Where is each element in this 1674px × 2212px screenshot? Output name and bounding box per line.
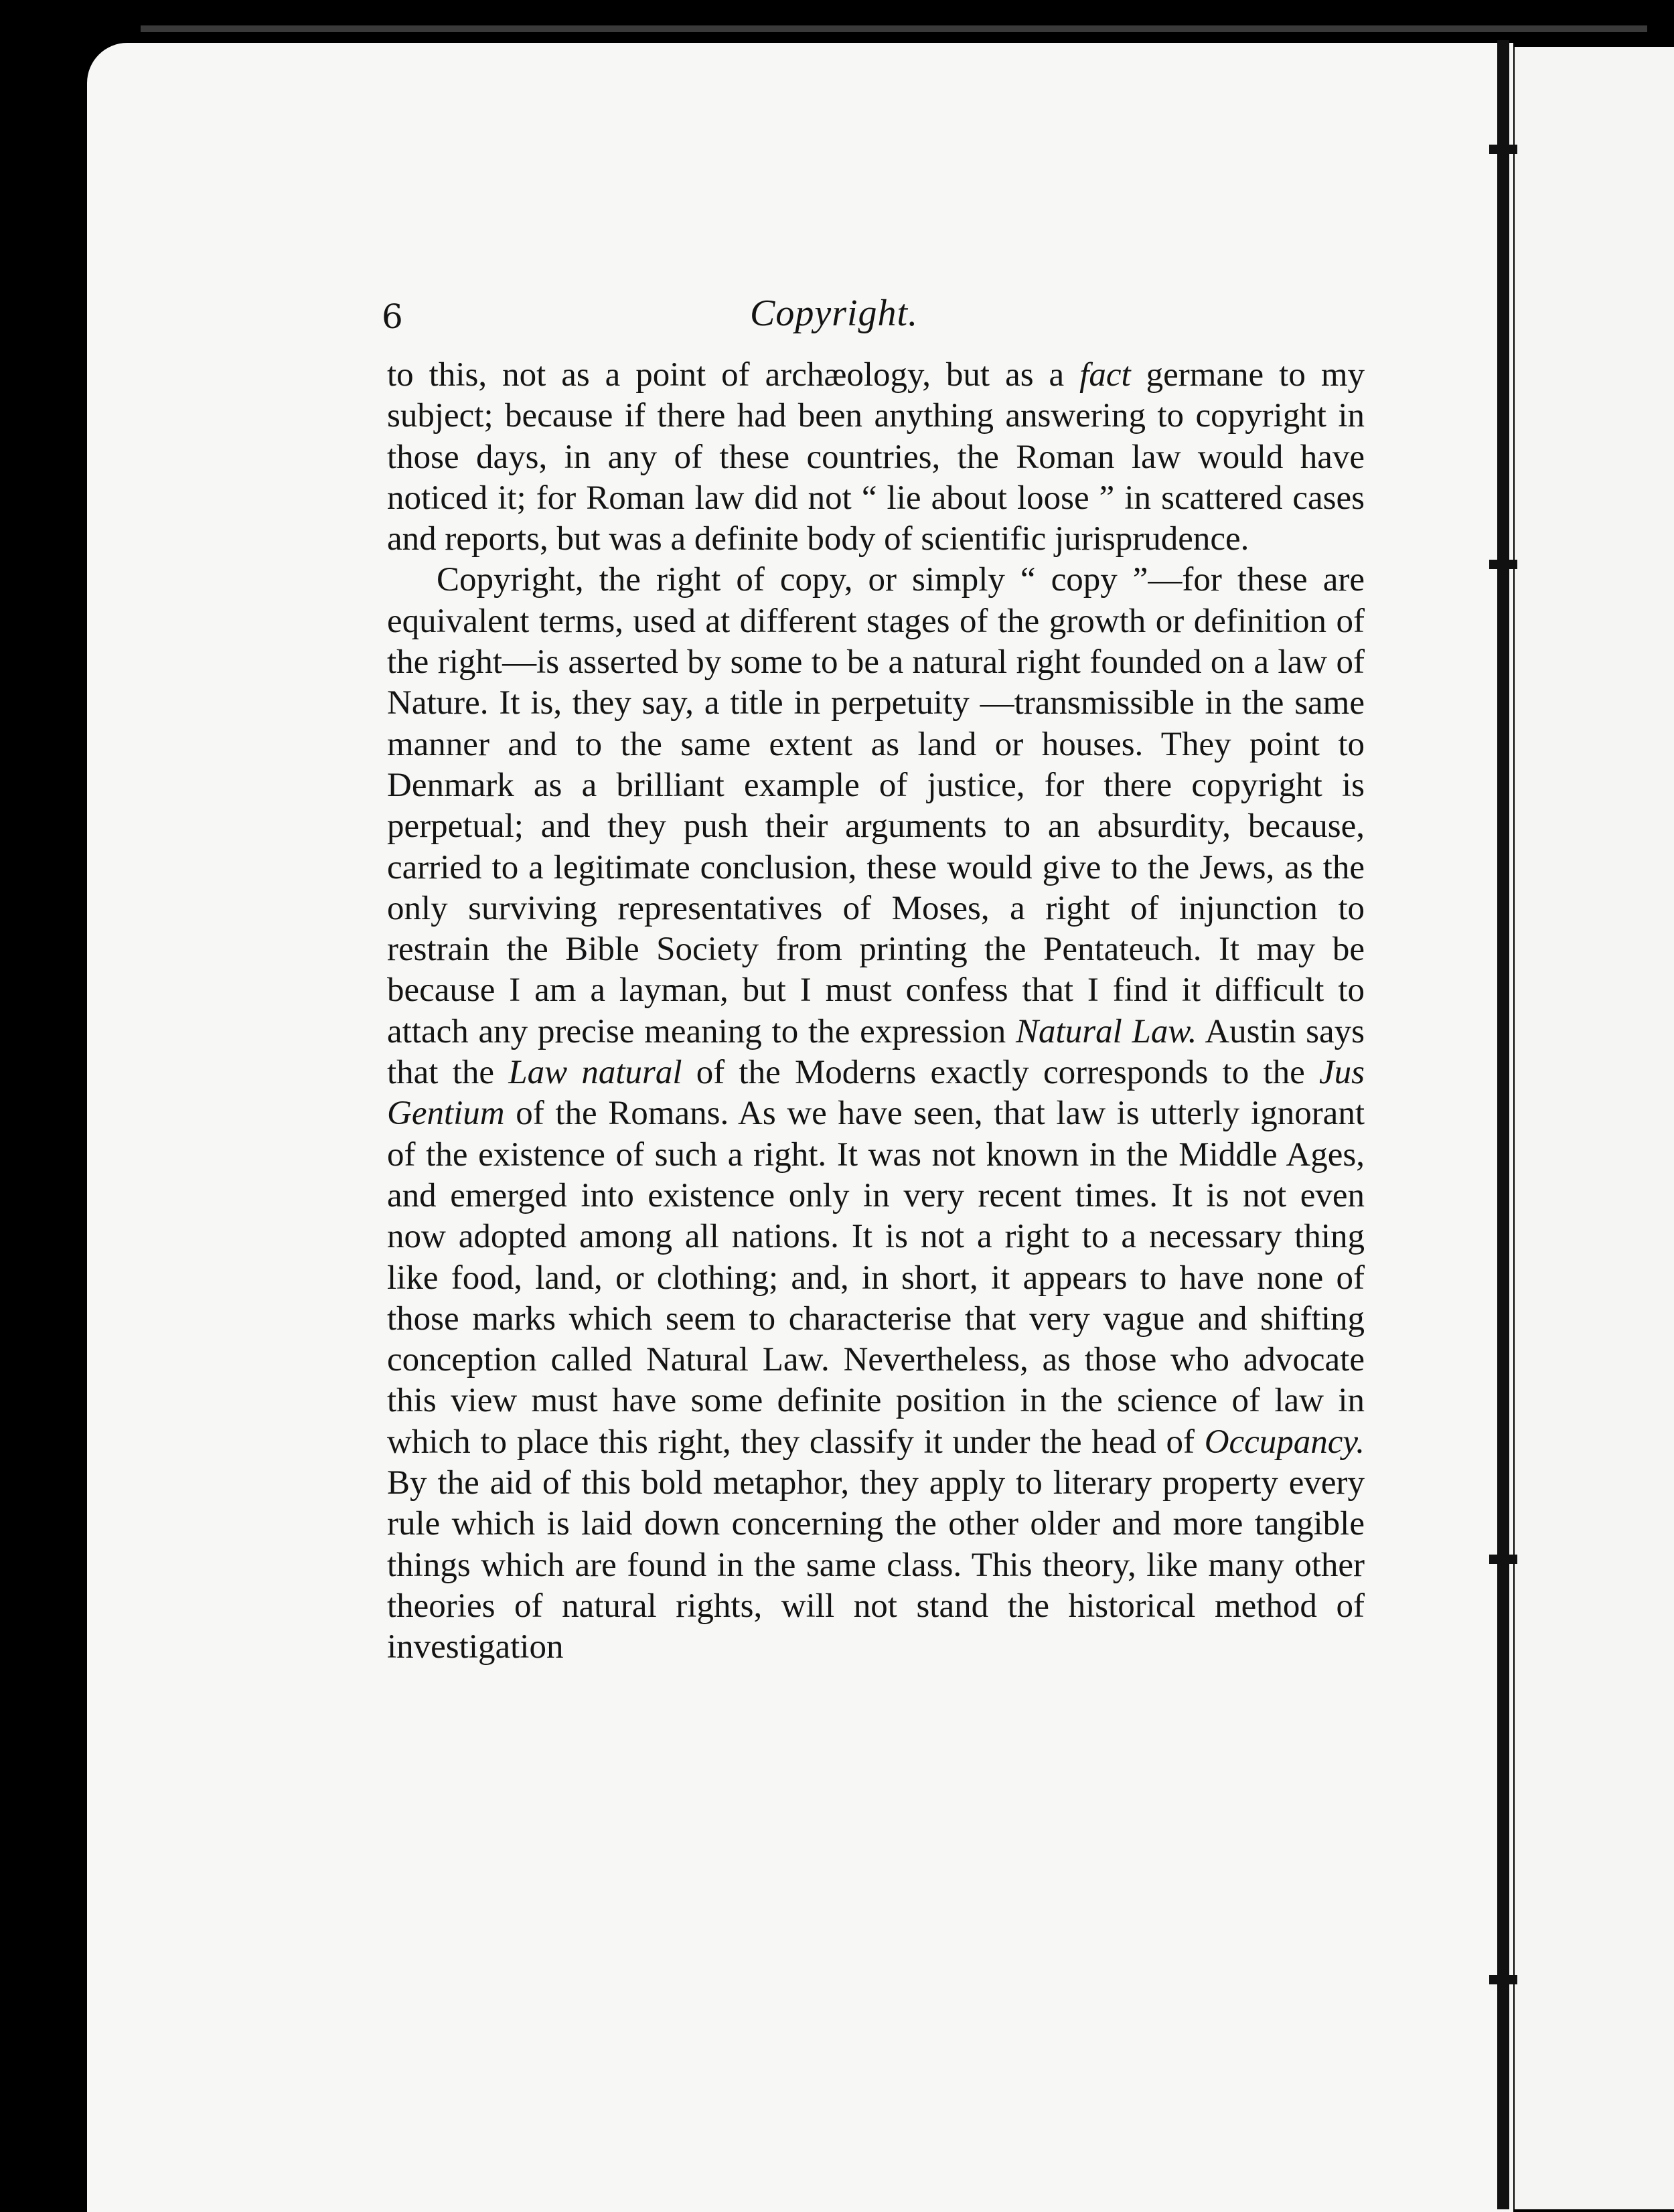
gutter-mark bbox=[1489, 1555, 1517, 1564]
paragraph-2-italic-natural-law: Natural Law. bbox=[1016, 1012, 1197, 1050]
gutter-mark bbox=[1489, 1975, 1517, 1984]
paragraph-1 bbox=[387, 355, 1365, 560]
gutter-mark bbox=[1489, 560, 1517, 569]
running-head bbox=[87, 277, 1513, 358]
page-gutter bbox=[1497, 40, 1509, 2209]
paragraph-2-italic-jus-gentium: Jus Gentium bbox=[387, 1054, 1365, 1133]
paragraph-1-italic-fact: fact bbox=[1079, 356, 1131, 394]
paragraph-2-text-3: of the Moderns exactly corresponds to the bbox=[682, 1054, 1320, 1092]
paragraph-2-italic-law-natural: Law natural bbox=[508, 1054, 682, 1092]
book-page bbox=[87, 43, 1513, 2212]
paragraph-2-text-5: By the aid of this bold metaphor, they apply to literary property every rule which is laid down concerning the other older and more tangible things which are found in the same class. This theory, like many other theories of natural rights, will not stand the historical method of investigation bbox=[387, 1464, 1365, 1666]
paragraph-1-text-2: germane to my subject; because if there had been anything answering to copyright in those days, in any of these countries, the Roman law would have noticed it; for Roman law did not “ lie about loose ” in scattered cases and reports, but was a definite body of scientific jurisprudence. bbox=[387, 356, 1365, 558]
paragraph-2-text-2: Austin says that the bbox=[387, 1012, 1365, 1092]
running-title: Copyright. bbox=[750, 293, 919, 334]
paragraph-2-italic-occupancy: Occupancy. bbox=[1204, 1423, 1365, 1461]
body-text bbox=[387, 355, 1365, 1668]
paragraph-1-text-1: to this, not as a point of archæology, but as a bbox=[387, 356, 1080, 394]
scan-top-edge bbox=[141, 25, 1647, 32]
paragraph-2-text-4: of the Romans. As we have seen, that law is utterly ignorant of the existence of such a right. It was not known in the Middle Ages, and emerged into existence only in very recent times. It is not even now adopted among all nations. It is not a right to a necessary thing like food, land, or clothing; and, in short, it appears to have none of those marks which seem to characterise that very vague and shifting conception called Natural Law. Nevertheless, as those who advocate this view must have some definite position in the science of law in which to place this right, they classify it under the head of bbox=[387, 1095, 1365, 1461]
paragraph-2-text-1: Copyright, the right of copy, or simply “ copy ”—for these are equivalent terms, used at different stages of the growth or definition of the right—is asserted by some to be a natural right founded on a law of Nature. It is, they say, a title in perpetuity —transmissible in the same manner and to the same extent as land or houses. They point to Denmark as a brilliant example of justice, for there copyright is perpetual; and they push their arguments to an absurdity, because, carried to a legitimate conclusion, these would give to the Jews, as the only surviving representatives of Moses, a right of injunction to restrain the Bible Society from printing the Pentateuch. It may be because I am a layman, but I must confess that I find it difficult to attach any precise meaning to the expression bbox=[387, 561, 1365, 1050]
page-number: 6 bbox=[382, 297, 403, 336]
adjacent-page-edge bbox=[1515, 47, 1674, 2209]
gutter-mark bbox=[1489, 145, 1517, 154]
paragraph-2 bbox=[387, 560, 1365, 1668]
